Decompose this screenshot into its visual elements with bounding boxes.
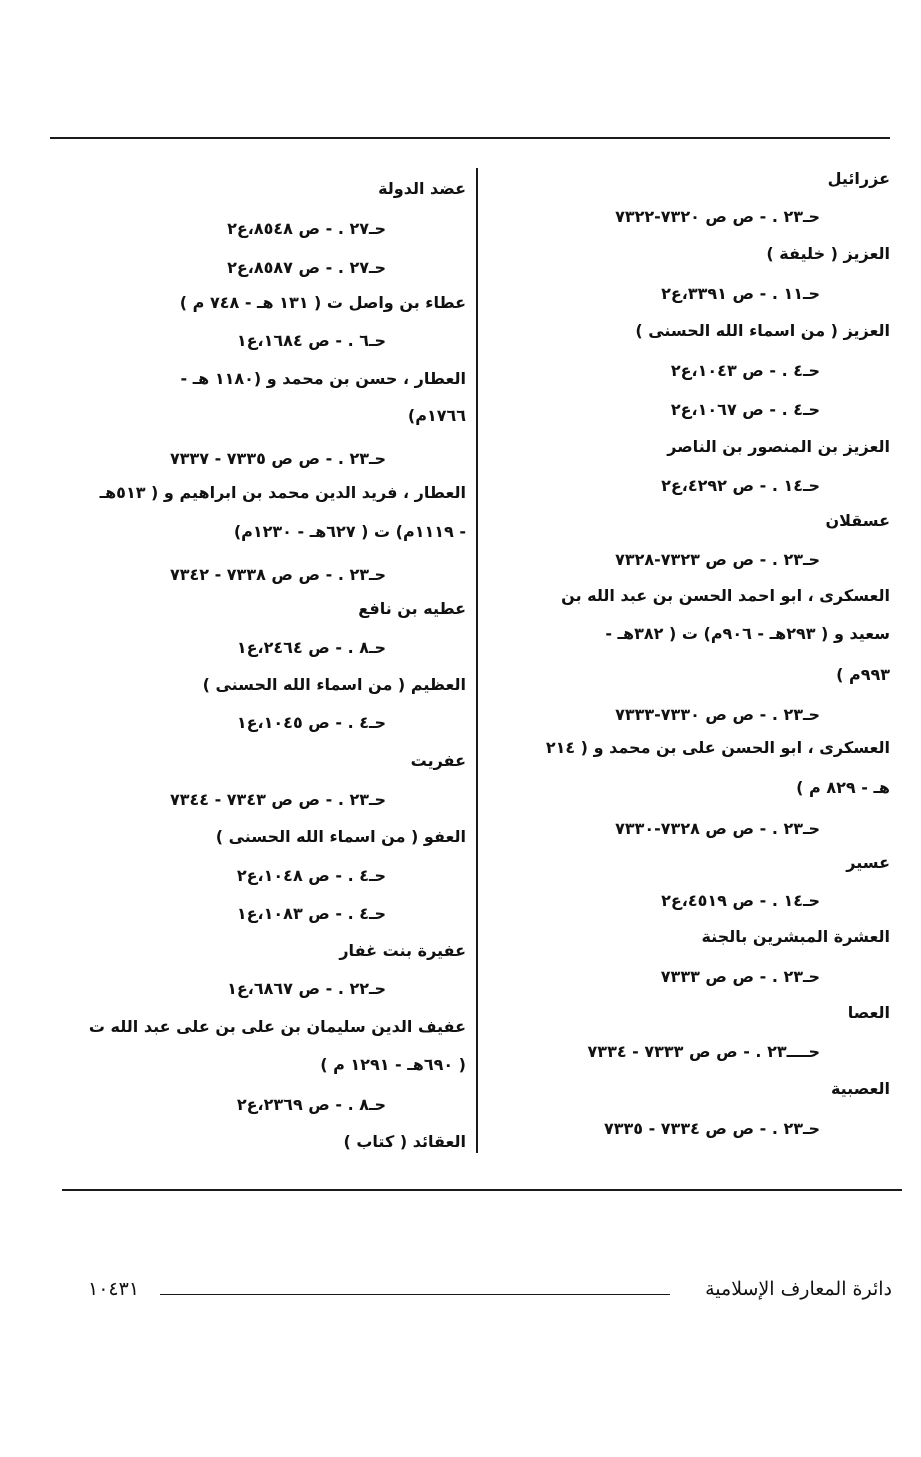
volume-page-reference: حـ٨ . - ص ٢٤٦٤،ع١ bbox=[236, 638, 386, 657]
volume-page-reference: حـ٢٣ . - ص ص ٧٣٤٣ - ٧٣٤٤ bbox=[169, 790, 386, 809]
volume-page-reference: حـ٢٣ . - ص ص ٧٣٣٠-٧٣٣٣ bbox=[615, 705, 820, 724]
volume-page-reference: حـ٤ . - ص ١٠٨٣،ع١ bbox=[236, 904, 386, 923]
index-entry-heading: العزيز ( من اسماء الله الحسنى ) bbox=[635, 321, 890, 340]
volume-page-reference: حـ١٤ . - ص ٤٢٩٢،ع٢ bbox=[661, 476, 820, 495]
footer-title: دائرة المعارف الإسلامية bbox=[705, 1278, 892, 1300]
index-entry-heading: عضد الدولة bbox=[378, 179, 466, 198]
index-entry-heading: العزيز بن المنصور بن الناصر bbox=[667, 437, 890, 456]
index-entry-heading: العفو ( من اسماء الله الحسنى ) bbox=[215, 827, 466, 846]
index-entry-heading: العقائد ( كتاب ) bbox=[343, 1132, 466, 1151]
index-entry-heading: العصبية bbox=[830, 1079, 890, 1098]
index-entry-heading: ( ٦٩٠هـ - ١٢٩١ م ) bbox=[320, 1055, 466, 1074]
index-entry-heading: العطار ، فريد الدين محمد بن ابراهيم و ( ٥١٣هـ bbox=[99, 483, 466, 502]
volume-page-reference: حـ٢٣ . - ص ص ٧٣٣٤ - ٧٣٣٥ bbox=[603, 1119, 820, 1138]
volume-page-reference: حـ٢٣ . - ص ص ٧٣٣٣ bbox=[660, 967, 820, 986]
volume-page-reference: حـ٢٧ . - ص ٨٥٨٧،ع٢ bbox=[227, 258, 386, 277]
index-entry-heading: العشرة المبشرين بالجنة bbox=[701, 927, 890, 946]
page-footer bbox=[88, 1278, 892, 1308]
volume-page-reference: حـ٢٣ . - ص ص ٧٣٢٠-٧٣٢٢ bbox=[615, 207, 820, 226]
volume-page-reference: حـ٤ . - ص ١٠٦٧،ع٢ bbox=[670, 400, 820, 419]
footer-rule bbox=[160, 1294, 670, 1295]
index-entry-heading: عسقلان bbox=[825, 511, 890, 530]
index-entry-heading: العسكرى ، ابو احمد الحسن بن عبد الله بن bbox=[561, 586, 890, 605]
volume-page-reference: حـ٢٢ . - ص ٦٨٦٧،ع١ bbox=[227, 979, 386, 998]
index-entry-heading: - ١١١٩م) ت ( ٦٢٧هـ - ١٢٣٠م) bbox=[233, 522, 466, 541]
volume-page-reference: حـ٢٣ . - ص ص ٧٣٢٨-٧٣٣٠ bbox=[615, 819, 820, 838]
index-entry-heading: العظيم ( من اسماء الله الحسنى ) bbox=[202, 675, 466, 694]
volume-page-reference: حـ٢٣ . - ص ص ٧٣٢٣-٧٣٢٨ bbox=[615, 550, 820, 569]
index-entry-heading: العطار ، حسن بن محمد و (١١٨٠ هـ - bbox=[180, 369, 466, 388]
index-entry-heading: العسكرى ، ابو الحسن على بن محمد و ( ٢١٤ bbox=[545, 738, 890, 757]
volume-page-reference: حـ٤ . - ص ١٠٤٨،ع٢ bbox=[236, 866, 386, 885]
index-entry-heading: عزرائيل bbox=[827, 169, 890, 188]
index-entry-heading: عطاء بن واصل ت ( ١٣١ هـ - ٧٤٨ م ) bbox=[179, 293, 466, 312]
index-entry-heading: العزيز ( خليفة ) bbox=[766, 244, 890, 263]
index-entry-heading: العصا bbox=[847, 1003, 890, 1022]
bottom-rule bbox=[62, 1189, 902, 1191]
volume-page-reference: حـ٤ . - ص ١٠٤٥،ع١ bbox=[236, 713, 386, 732]
top-rule bbox=[50, 137, 890, 139]
index-entry-heading: عفيرة بنت غفار bbox=[339, 941, 466, 960]
index-entry-heading: عفيف الدين سليمان بن على بن على عبد الله ت bbox=[88, 1017, 466, 1036]
index-entry-heading: عطيه بن نافع bbox=[358, 599, 466, 618]
volume-page-reference: حـ٢٣ . - ص ص ٧٣٣٥ - ٧٣٣٧ bbox=[169, 449, 386, 468]
index-entry-heading: ١٧٦٦م) bbox=[407, 406, 466, 425]
volume-page-reference: حـ٢٣ . - ص ص ٧٣٣٨ - ٧٣٤٢ bbox=[169, 565, 386, 584]
volume-page-reference: حـ٦ . - ص ١٦٨٤،ع١ bbox=[236, 331, 386, 350]
index-entry-heading: ٩٩٣م ) bbox=[836, 665, 890, 684]
volume-page-reference: حـ‍‍ـــ٢٣ . - ص ص ٧٣٣٣ - ٧٣٣٤ bbox=[587, 1042, 820, 1061]
index-entry-heading: سعيد و ( ٢٩٣هـ - ٩٠٦م) ت ( ٣٨٢هـ - bbox=[605, 624, 890, 643]
volume-page-reference: حـ١١ . - ص ٣٣٩١،ع٢ bbox=[661, 284, 820, 303]
page-number: ١٠٤٣١ bbox=[88, 1278, 140, 1300]
volume-page-reference: حـ٢٧ . - ص ٨٥٤٨،ع٢ bbox=[227, 219, 386, 238]
index-entry-heading: عسير bbox=[846, 853, 890, 872]
index-entry-heading: عفريت bbox=[410, 751, 466, 770]
column-divider bbox=[476, 168, 478, 1153]
index-entry-heading: هـ - ٨٢٩ م ) bbox=[796, 778, 890, 797]
volume-page-reference: حـ١٤ . - ص ٤٥١٩،ع٢ bbox=[661, 891, 820, 910]
volume-page-reference: حـ٨ . - ص ٢٣٦٩،ع٢ bbox=[236, 1095, 386, 1114]
volume-page-reference: حـ٤ . - ص ١٠٤٣،ع٢ bbox=[670, 361, 820, 380]
